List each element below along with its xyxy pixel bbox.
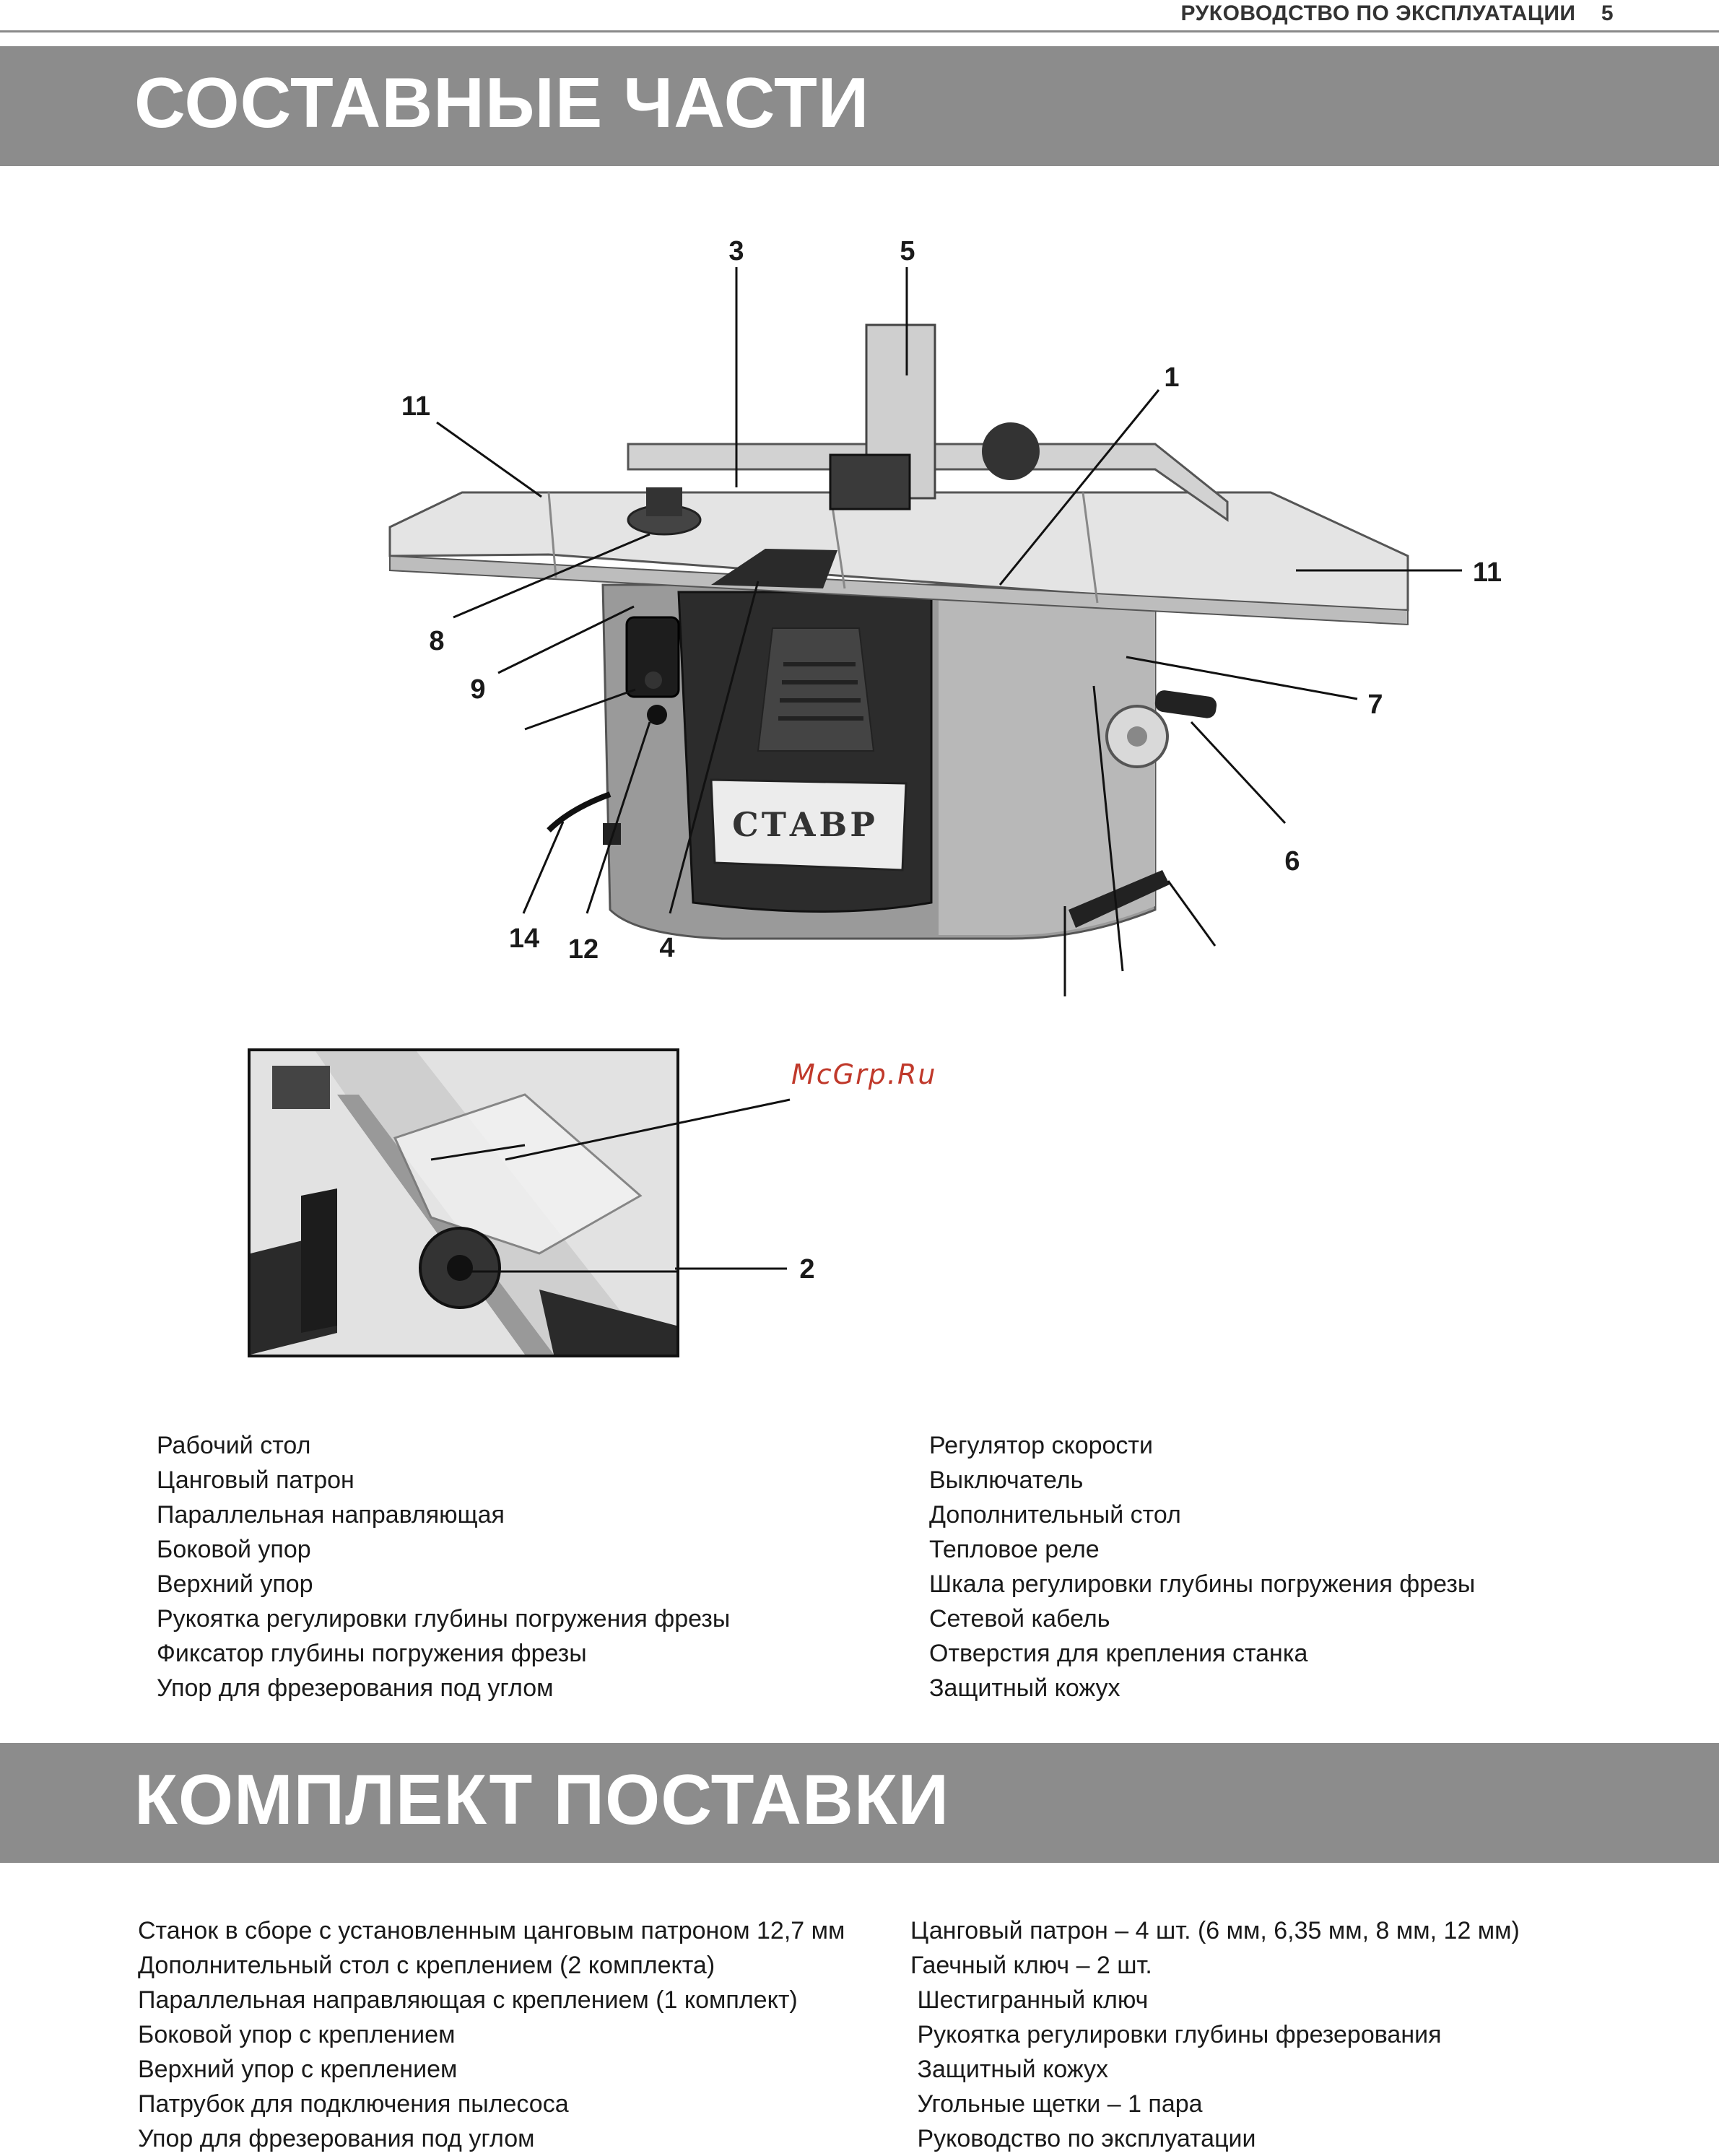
list-item: Выключатель [929, 1466, 1084, 1494]
callout-7: 7 [1367, 690, 1383, 720]
list-item: Боковой упор с креплением [138, 2021, 456, 2048]
brand-label: СТАВР [732, 805, 878, 844]
list-item: Дополнительный стол с креплением (2 комплекта) [138, 1952, 715, 1979]
list-item: Гаечный ключ – 2 шт. [910, 1952, 1152, 1979]
watermark: McGrp.Ru [791, 1059, 937, 1090]
list-item: Патрубок для подключения пылесоса [138, 2090, 569, 2118]
callout-9: 9 [470, 674, 486, 705]
list-item: Регулятор скорости [929, 1432, 1154, 1459]
list-item: Отверстия для крепления станка [929, 1640, 1308, 1667]
callout-11-right: 11 [1472, 557, 1502, 588]
header-title: РУКОВОДСТВО ПО ЭКСПЛУАТАЦИИ 5 [1180, 1, 1614, 25]
callout-2: 2 [799, 1254, 815, 1285]
list-item: Фиксатор глубины погружения фрезы [157, 1640, 587, 1667]
list-item: Цанговый патрон [157, 1466, 354, 1494]
list-item: Боковой упор [157, 1536, 311, 1563]
callout-8: 8 [429, 626, 445, 656]
callout-5: 5 [900, 236, 915, 266]
list-item: Станок в сборе с установленным цанговым патроном 12,7 мм [138, 1917, 845, 1944]
list-item: Угольные щетки – 1 пара [910, 2090, 1203, 2118]
list-item: Дополнительный стол [929, 1501, 1181, 1529]
callout-14: 14 [508, 923, 540, 954]
list-item: Защитный кожух [910, 2056, 1108, 2083]
section-band-kit [0, 1743, 1719, 1863]
list-item: Упор для фрезерования под углом [138, 2125, 535, 2152]
parts-list-left [157, 1428, 730, 1705]
list-item: Верхний упор с креплением [138, 2056, 458, 2083]
list-item: Рукоятка регулировки глубины фрезерования [910, 2021, 1442, 2048]
section-title-kit: КОМПЛЕКТ ПОСТАВКИ [134, 1760, 950, 1839]
list-item: Шестигранный ключ [910, 1986, 1149, 2014]
list-item: Руководство по эксплуатации [910, 2125, 1256, 2152]
callout-1: 1 [1164, 362, 1180, 393]
callout-6: 6 [1284, 846, 1300, 877]
section-title-parts: СОСТАВНЫЕ ЧАСТИ [134, 63, 870, 142]
list-item: Упор для фрезерования под углом [157, 1674, 554, 1702]
list-item: Рабочий стол [157, 1432, 311, 1459]
list-item: Верхний упор [157, 1570, 313, 1598]
parts-list-right [929, 1428, 1475, 1705]
kit-list-left [138, 1913, 845, 2156]
list-item: Цанговый патрон – 4 шт. (6 мм, 6,35 мм, 8 мм, 12 мм) [910, 1917, 1520, 1944]
kit-list-right [910, 1913, 1520, 2156]
list-item: Тепловое реле [929, 1536, 1100, 1563]
callout-3: 3 [728, 236, 744, 266]
callout-11-left: 11 [401, 391, 431, 422]
list-item: Защитный кожух [929, 1674, 1120, 1702]
list-item: Шкала регулировки глубины погружения фрезы [929, 1570, 1476, 1598]
list-item: Сетевой кабель [929, 1605, 1110, 1633]
list-item: Рукоятка регулировки глубины погружения фрезы [157, 1605, 731, 1633]
page-number: 5 [1601, 1, 1614, 25]
list-item: Параллельная направляющая [157, 1501, 505, 1529]
callout-12: 12 [567, 934, 599, 965]
callout-4: 4 [659, 933, 675, 963]
list-item: Параллельная направляющая с креплением (1 комплект) [138, 1986, 798, 2014]
